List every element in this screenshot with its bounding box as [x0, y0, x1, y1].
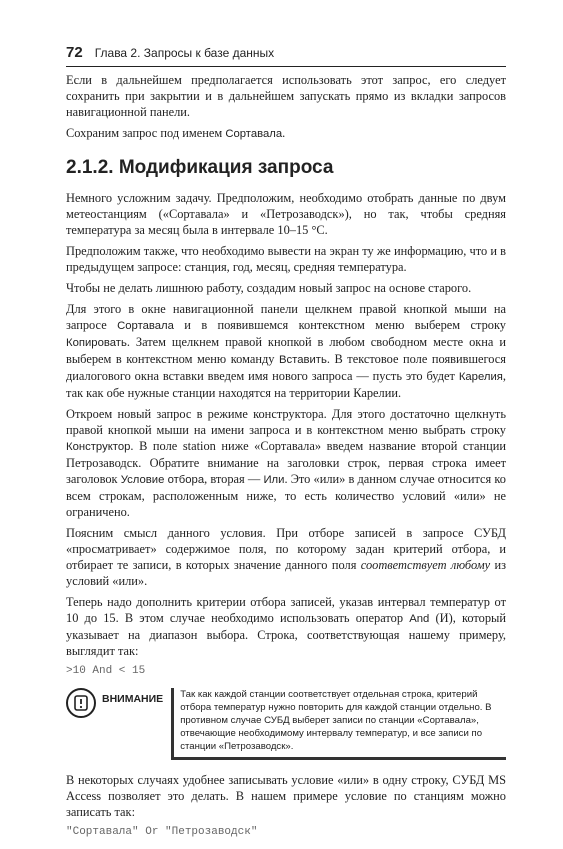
code-line: >10 And < 15	[66, 665, 146, 677]
text-run: . В текстовое поле появившегося диалогового окна вставки введем имя нового запроса — пусть это будет	[66, 352, 507, 383]
text-run: Для этого в окне навигационной панели щелкнем правой кнопкой мыши на запросе	[66, 302, 506, 332]
page-body	[66, 72, 506, 849]
attention-icon-glyph	[72, 694, 90, 712]
text-run: . В поле station ниже «Сортавала» введем название второй станции Петрозаводск. Обратите внимание на заголовки строк, первая строка имеет заголовок	[66, 439, 506, 486]
attention-note	[66, 688, 506, 760]
paragraph	[66, 406, 506, 520]
text-run: . Это «или» в данном случае относится ко всем строкам, расположенным ниже, то есть количество условий «или» не ограничено.	[66, 472, 506, 519]
running-head: Глава 2. Запросы к базе данных	[94, 46, 275, 60]
text-run: , вторая —	[204, 472, 264, 486]
paragraph	[66, 301, 506, 401]
page-number: 72	[66, 44, 83, 61]
text-run: (И), который указывает на диапазон выбора. Строка, соответствующая нашему примеру, выглядит так:	[66, 611, 506, 658]
paragraph: Предположим также, что необходимо вывести на экран ту же информацию, что и в предыдущем запросе: станция, год, месяц, средняя температура.	[66, 244, 506, 274]
paragraph	[66, 525, 506, 589]
text-run: Поясним смысл данного условия. При отборе записей в запросе СУБД «просматривает» содержимое поля, по которому задан критерий отбора, и отбирает те записи, в которых значение данного поля	[66, 526, 506, 572]
text-run: Откроем новый запрос в режиме конструктора. Для этого достаточно щелкнуть правой кнопкой мыши на имени запроса и в контекстном меню выбрать строку	[66, 407, 506, 437]
paragraph: Если в дальнейшем предполагается использовать этот запрос, его следует сохранить при закрытии и в дальнейшем запускать прямо из вкладки запросов навигационной панели.	[66, 73, 506, 119]
ui-term: Копировать	[66, 337, 127, 349]
ui-term: Вставить	[278, 354, 327, 366]
ui-term: Карелия	[458, 371, 503, 383]
section-title: 2.1.2. Модификация запроса	[66, 157, 334, 178]
emphasis: соответствует любому	[360, 558, 491, 572]
paragraph: В некоторых случаях удобнее записывать условие «или» в одну строку, СУБД MS Access позволяет это делать. В нашем примере условие по станциям можно записать так:	[66, 773, 506, 819]
text-run: и в появившемся контекстном меню выберем строку	[173, 318, 506, 332]
ui-term: Сортавала	[117, 320, 174, 332]
paragraph	[66, 125, 506, 142]
page-header	[66, 44, 506, 67]
paragraph: Немного усложним задачу. Предположим, необходимо отобрать данные по двум метеостанциям («Сортавала» и «Петрозаводск»), но так, чтобы средняя температура за месяц была в интервале 10–15 °С.	[66, 191, 506, 237]
text-run: из условий «или».	[66, 558, 506, 588]
text-run: Сохраним запрос под именем	[66, 126, 226, 140]
paragraph	[66, 594, 506, 659]
attention-icon	[66, 688, 96, 718]
text-run: Теперь надо дополнить критерии отбора записей, указав интервал температур от 10 до 15. В этом случае необходимо использовать оператор	[66, 595, 506, 625]
text-run: , так как обе нужные станции находятся на территории Карелии.	[66, 369, 506, 400]
ui-term: And	[409, 613, 430, 625]
ui-term: Сортавала	[225, 128, 283, 140]
code-line: "Сортавала" Or "Петрозаводск"	[66, 826, 258, 838]
text-run: . Затем щелкнем правой кнопкой в любом свободном месте окна и выберем в контекстном меню команду	[66, 335, 506, 366]
ui-term: Или	[263, 474, 285, 486]
ui-term: Конструктор	[66, 441, 131, 453]
note-label: ВНИМАНИЕ	[102, 693, 164, 705]
text-run: .	[282, 126, 286, 140]
ui-term: Условие отбора	[120, 474, 205, 486]
note-text: Так как каждой станции соответствует отдельная строка, критерий отбора температур нужно повторить для каждой станции отдельно. В противном случае СУБД выберет записи по станции «Сортавала», отвечающие необходимому интервалу температур, и все записи по станции «Петрозаводск».	[171, 688, 506, 760]
paragraph: Чтобы не делать лишнюю работу, создадим новый запрос на основе старого.	[66, 281, 472, 295]
